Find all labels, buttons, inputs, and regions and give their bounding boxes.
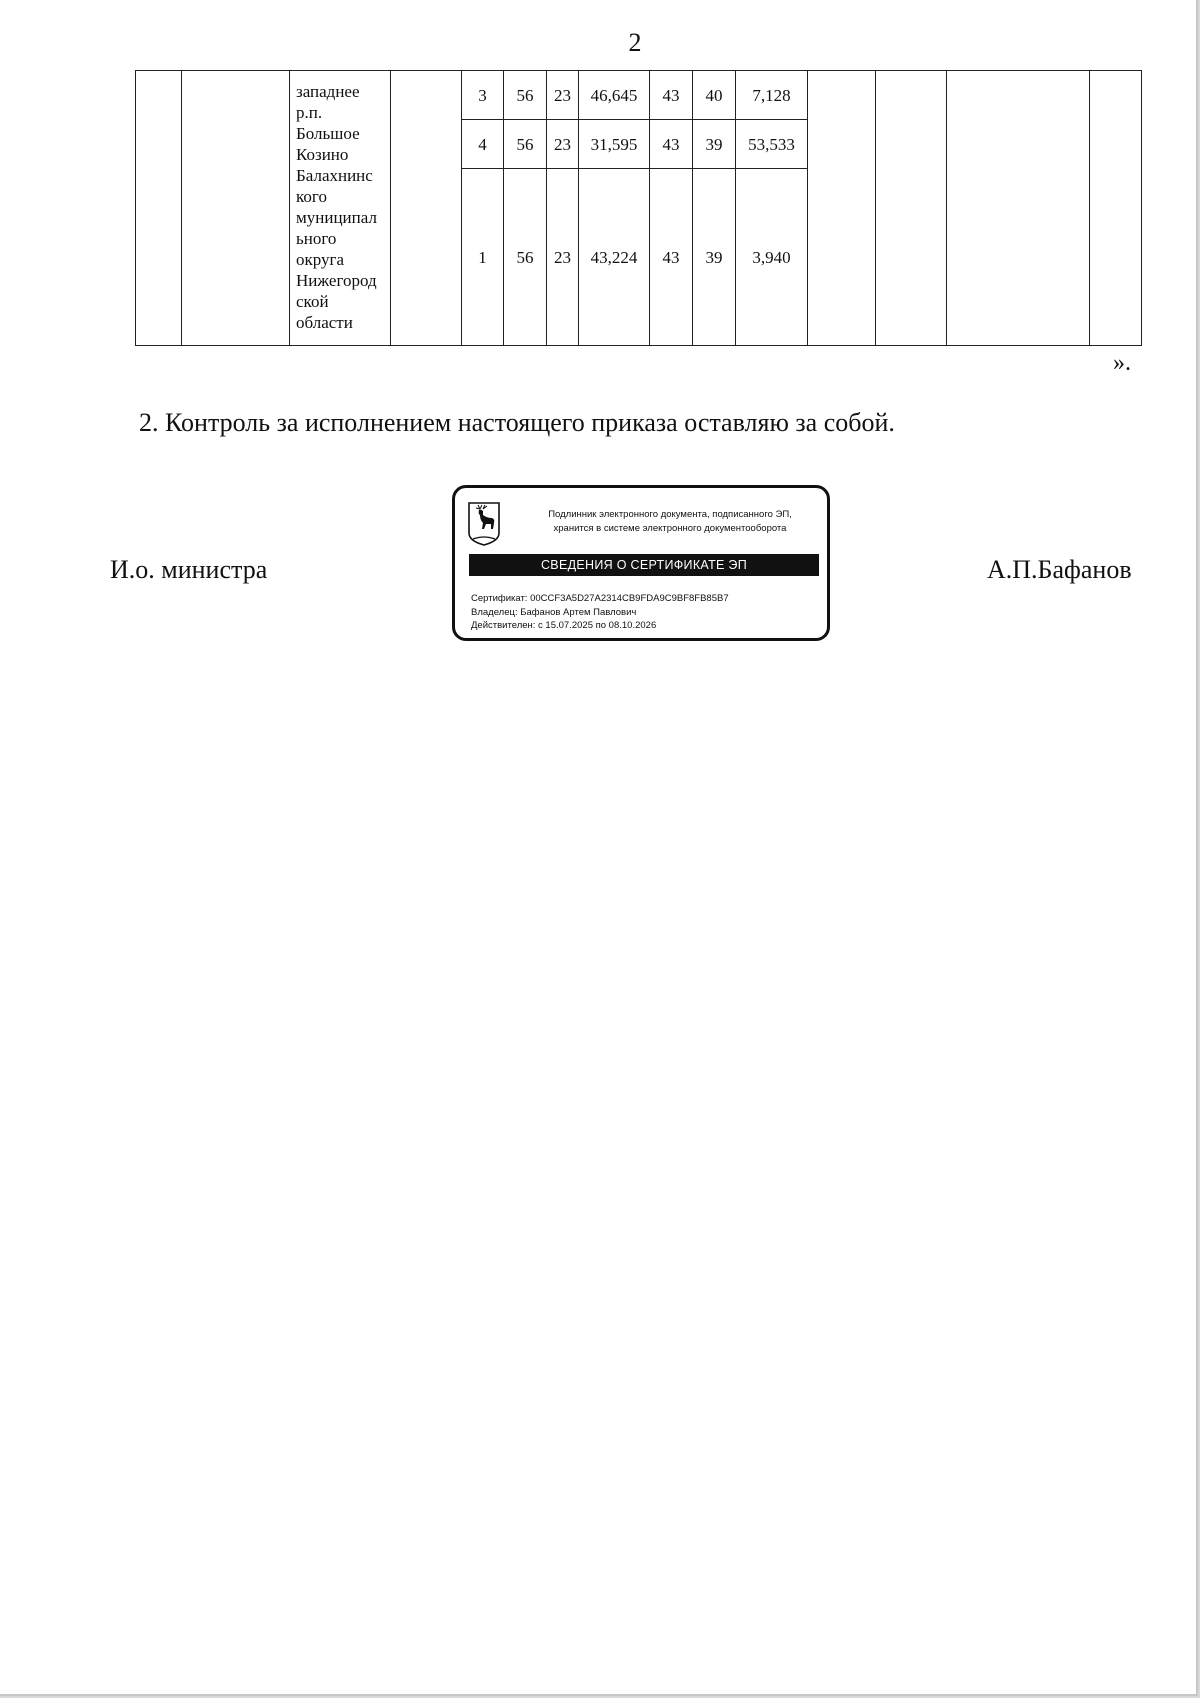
latitude-sec-cell: 31,595 <box>579 120 650 169</box>
certificate-line: Сертификат: 00CCF3A5D27A2314CB9FDA9C9BF8FB85B7 <box>471 593 729 604</box>
page-number: 2 <box>628 28 642 57</box>
latitude-sec-cell: 43,224 <box>579 169 650 346</box>
signer-name: А.П.Бафанов <box>987 555 1132 584</box>
stamp-header <box>525 508 815 536</box>
signer-position: И.о. министра <box>110 555 268 584</box>
table-cell <box>136 71 182 346</box>
name-line: Козино <box>296 145 349 164</box>
electronic-signature-stamp <box>452 485 830 641</box>
latitude-deg-cell: 56 <box>504 71 547 120</box>
name-line: ской <box>296 292 329 311</box>
deer-emblem-icon <box>467 501 501 547</box>
latitude-deg-cell: 56 <box>504 169 547 346</box>
longitude-deg-cell: 43 <box>650 71 693 120</box>
longitude-deg-cell: 43 <box>650 169 693 346</box>
longitude-sec-cell: 53,533 <box>736 120 808 169</box>
table-cell <box>391 71 462 346</box>
stamp-title: СВЕДЕНИЯ О СЕРТИФИКАТЕ ЭП <box>469 554 819 576</box>
owner-line: Владелец: Бафанов Артем Павлович <box>471 606 637 618</box>
table-cell <box>182 71 290 346</box>
location-name-cell <box>290 71 391 346</box>
longitude-min-cell: 39 <box>693 120 736 169</box>
control-paragraph: 2. Контроль за исполнением настоящего приказа оставляю за собой. <box>139 408 895 437</box>
point-number-cell: 3 <box>462 71 504 120</box>
name-line: Нижегород <box>296 271 377 290</box>
point-number-cell: 1 <box>462 169 504 346</box>
table-cell <box>876 71 947 346</box>
latitude-min-cell: 23 <box>547 120 579 169</box>
longitude-deg-cell: 43 <box>650 120 693 169</box>
table-row <box>136 71 1142 120</box>
name-line: Большое <box>296 124 360 143</box>
table-cell <box>1090 71 1142 346</box>
name-line: кого <box>296 187 327 206</box>
name-line: ьного <box>296 229 337 248</box>
name-line: р.п. <box>296 103 323 122</box>
closing-quote: ». <box>1113 350 1131 376</box>
name-line: области <box>296 313 353 332</box>
stamp-details <box>471 592 729 633</box>
name-line: округа <box>296 250 345 269</box>
longitude-min-cell: 39 <box>693 169 736 346</box>
longitude-min-cell: 40 <box>693 71 736 120</box>
table-cell <box>947 71 1090 346</box>
point-number-cell: 4 <box>462 120 504 169</box>
table-cell <box>808 71 876 346</box>
latitude-deg-cell: 56 <box>504 120 547 169</box>
name-line: муниципал <box>296 208 377 227</box>
name-line: Балахнинс <box>296 166 373 185</box>
name-line: западнее <box>296 82 360 101</box>
longitude-sec-cell: 7,128 <box>736 71 808 120</box>
latitude-min-cell: 23 <box>547 169 579 346</box>
stamp-header-line: Подлинник электронного документа, подписанного ЭП, <box>548 509 792 520</box>
stamp-header-line: хранится в системе электронного документооборота <box>553 523 787 534</box>
latitude-sec-cell: 46,645 <box>579 71 650 120</box>
longitude-sec-cell: 3,940 <box>736 169 808 346</box>
validity-line: Действителен: с 15.07.2025 по 08.10.2026 <box>471 620 657 631</box>
latitude-min-cell: 23 <box>547 71 579 120</box>
coordinates-table <box>135 70 1142 346</box>
